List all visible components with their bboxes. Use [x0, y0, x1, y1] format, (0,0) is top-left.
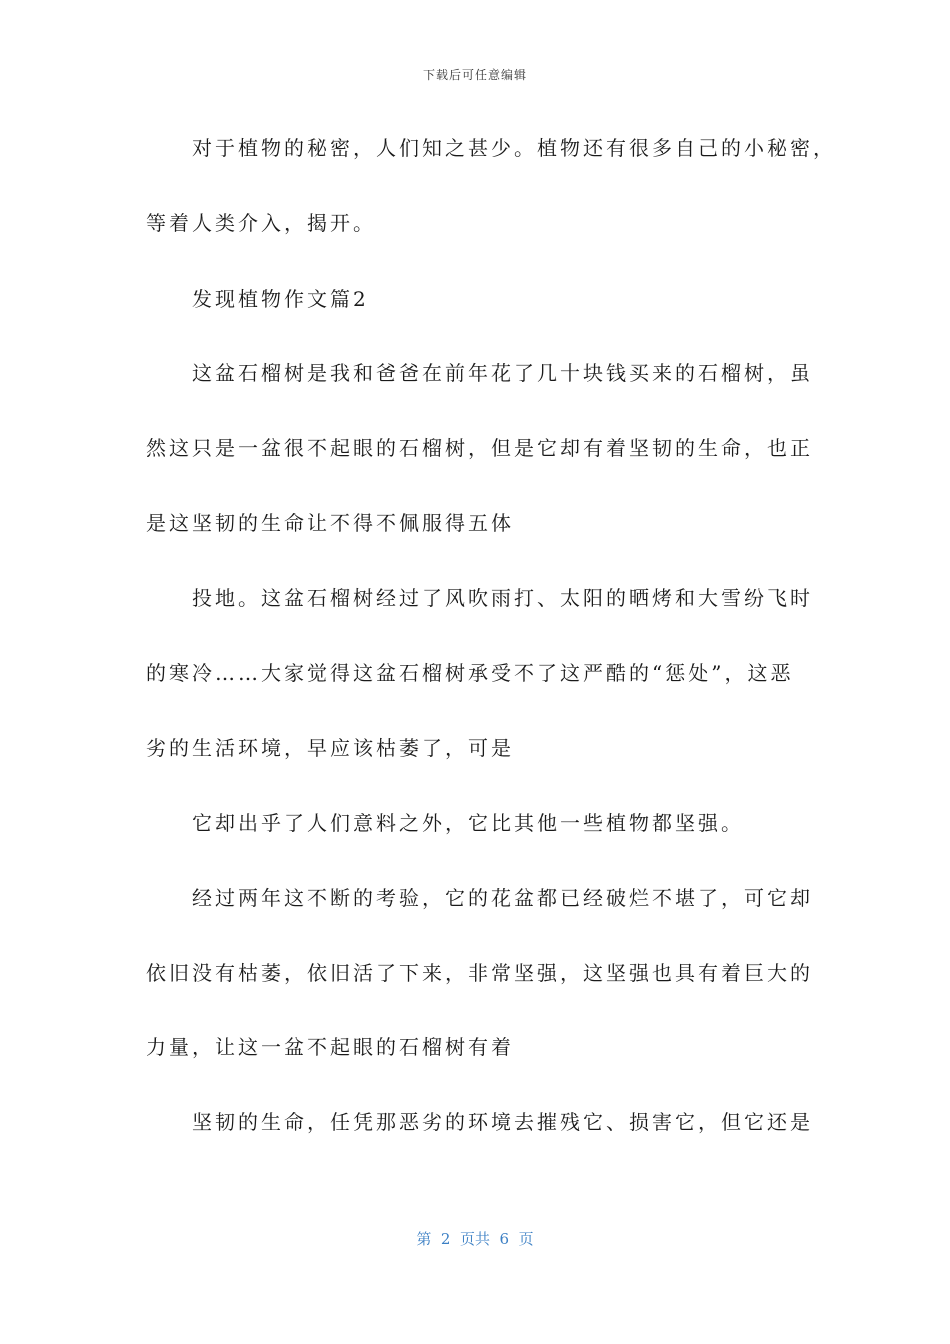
- page-header: 下载后可任意编辑: [422, 68, 527, 82]
- section-heading: 发现植物作文篇2: [192, 287, 369, 311]
- paragraph-line: 这盆石榴树是我和爸爸在前年花了几十块钱买来的石榴树，虽: [192, 361, 813, 385]
- paragraph-line: 是这坚韧的生命让不得不佩服得五体: [146, 511, 514, 535]
- paragraph-line: 经过两年这不断的考验，它的花盆都已经破烂不堪了，可它却: [192, 886, 813, 910]
- paragraph-line: 坚韧的生命，任凭那恶劣的环境去摧残它、损害它，但它还是: [192, 1110, 813, 1134]
- paragraph-line: 依旧没有枯萎，依旧活了下来，非常坚强，这坚强也具有着巨大的: [146, 961, 813, 985]
- paragraph-line: 劣的生活环境，早应该枯萎了，可是: [146, 736, 514, 760]
- paragraph-line: 然这只是一盆很不起眼的石榴树，但是它却有着坚韧的生命，也正: [146, 436, 813, 460]
- paragraph-line: 力量，让这一盆不起眼的石榴树有着: [146, 1035, 514, 1059]
- paragraph-line: 对于植物的秘密，人们知之甚少。植物还有很多自己的小秘密，: [192, 136, 836, 160]
- paragraph-line: 等着人类介入，揭开。: [146, 211, 376, 235]
- paragraph-line: 的寒冷……大家觉得这盆石榴树承受不了这严酷的“惩处”，这恶: [146, 661, 794, 685]
- page-number-footer: 第 2 页共 6 页: [416, 1230, 534, 1248]
- paragraph-line: 它却出乎了人们意料之外，它比其他一些植物都坚强。: [192, 811, 744, 835]
- paragraph-line: 投地。这盆石榴树经过了风吹雨打、太阳的晒烤和大雪纷飞时: [192, 586, 813, 610]
